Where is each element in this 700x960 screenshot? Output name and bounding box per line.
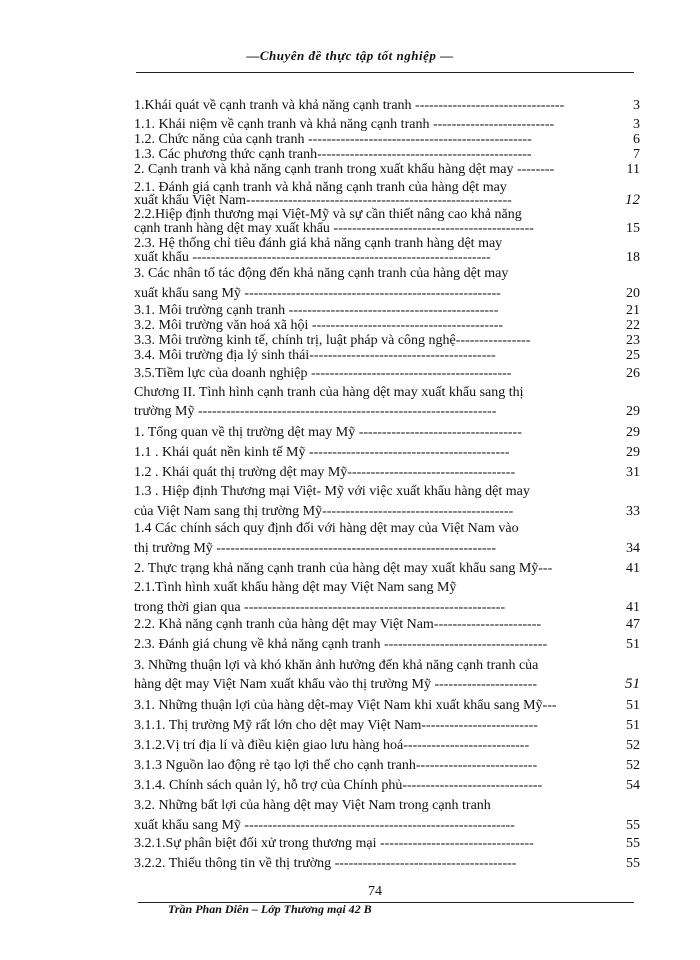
toc-entry-page: 52 bbox=[626, 738, 640, 753]
toc-entry-text: xuất khẩu ---------------------------------------------------------------- bbox=[134, 250, 491, 265]
toc-entry-page: 29 bbox=[626, 445, 640, 460]
toc-entry-page: 3 bbox=[633, 98, 640, 113]
toc-entry-page: 51 bbox=[626, 637, 640, 652]
toc-entry-text: 1.3. Các phương thức cạnh tranh---------------------------------------------- bbox=[134, 147, 532, 162]
header-divider bbox=[136, 72, 634, 73]
toc-entry-text: 3.1.1. Thị trường Mỹ rất lớn cho dệt may Việt Nam------------------------- bbox=[134, 718, 538, 733]
toc-entry-text: 3.1. Môi trường cạnh tranh --------------------------------------------- bbox=[134, 303, 499, 318]
toc-entry-page: 15 bbox=[626, 221, 640, 236]
toc-entry-text: Chương II. Tình hình cạnh tranh của hàng dệt may xuất khẩu sang thị bbox=[134, 385, 524, 400]
toc-entry-page: 29 bbox=[626, 404, 640, 419]
page-header-title: —Chuyên đề thực tập tốt nghiệp — bbox=[246, 48, 454, 63]
toc-entry-text: 3.2. Những bất lợi của hàng dệt may Việt Nam trong cạnh tranh bbox=[134, 798, 491, 813]
toc-entry-text: thị trường Mỹ ------------------------------------------------------------ bbox=[134, 541, 496, 556]
toc-entry-text: 2. Thực trạng khả năng cạnh tranh của hàng dệt may xuất khẩu sang Mỹ--- bbox=[134, 561, 553, 576]
toc-entry-text: 2.2.Hiệp định thương mại Việt-Mỹ và sự cần thiết nâng cao khả năng bbox=[134, 207, 522, 222]
toc-entry-page: 26 bbox=[626, 366, 640, 381]
toc-entry-text: 2.1. Đánh giá cạnh tranh và khả năng cạnh tranh của hàng dệt may bbox=[134, 180, 507, 195]
toc-entry-text: hàng dệt may Việt Nam xuất khẩu vào thị trường Mỹ ---------------------- bbox=[134, 677, 538, 692]
toc-entry-text: 1.1 . Khái quát nền kinh tế Mỹ ------------------------------------------- bbox=[134, 445, 510, 460]
toc-entry-text: 1.3 . Hiệp định Thương mại Việt- Mỹ với việc xuất khẩu hàng dệt may bbox=[134, 484, 530, 499]
toc-entry-text: 3.5.Tiềm lực của doanh nghiệp ------------------------------------------- bbox=[134, 366, 512, 381]
toc-entry-text: 1.2. Chức năng của cạnh tranh ------------------------------------------------ bbox=[134, 132, 532, 147]
toc-entry-text: 2. Cạnh tranh và khả năng cạnh tranh trong xuất khẩu hàng dệt may -------- bbox=[134, 162, 555, 177]
toc-entry-text: xuất khẩu sang Mỹ ------------------------------------------------------- bbox=[134, 286, 501, 301]
toc-entry-text: xuất khẩu Việt Nam--------------------------------------------------------- bbox=[134, 193, 512, 208]
toc-entry-text: trong thời gian qua -------------------------------------------------------- bbox=[134, 600, 506, 615]
toc-entry-page: 33 bbox=[626, 504, 640, 519]
toc-entry-page: 52 bbox=[626, 758, 640, 773]
toc-entry-page: 51 bbox=[625, 676, 640, 692]
toc-entry-text: 2.2. Khả năng cạnh tranh của hàng dệt may Việt Nam----------------------- bbox=[134, 617, 542, 632]
toc-entry-text: 3.2. Môi trường văn hoá xã hội ----------------------------------------- bbox=[134, 318, 504, 333]
toc-entry-text: 1.2 . Khái quát thị trường dệt may Mỹ------------------------------------ bbox=[134, 465, 516, 480]
toc-entry-text: 3.2.2. Thiếu thông tin về thị trường --------------------------------------- bbox=[134, 856, 517, 871]
toc-entry-page: 31 bbox=[626, 465, 640, 480]
toc-entry-text: xuất khẩu sang Mỹ ---------------------------------------------------------- bbox=[134, 818, 515, 833]
toc-entry-text: 3.1.3 Nguồn lao động rẻ tạo lợi thế cho cạnh tranh-------------------------- bbox=[134, 758, 538, 773]
toc-entry-page: 47 bbox=[626, 617, 640, 632]
toc-entry-page: 6 bbox=[633, 132, 640, 147]
toc-entry-text: trường Mỹ ---------------------------------------------------------------- bbox=[134, 404, 497, 419]
toc-entry-text: 1. Tổng quan về thị trường dệt may Mỹ ----------------------------------- bbox=[134, 425, 522, 440]
toc-entry-text: 3.1.4. Chính sách quản lý, hỗ trợ của Chính phủ------------------------------ bbox=[134, 778, 543, 793]
toc-entry-page: 21 bbox=[626, 303, 640, 318]
toc-entry-text: 3.1. Những thuận lợi của hàng dệt-may Việt Nam khi xuất khẩu sang Mỹ--- bbox=[134, 698, 557, 713]
footer-author: Trần Phan Diên – Lớp Thương mại 42 B bbox=[168, 902, 372, 916]
toc-entry-page: 51 bbox=[626, 718, 640, 733]
toc-entry-page: 41 bbox=[626, 561, 640, 576]
toc-entry-page: 29 bbox=[626, 425, 640, 440]
toc-entry-page: 55 bbox=[626, 856, 640, 871]
toc-entry-page: 34 bbox=[626, 541, 640, 556]
toc-entry-page: 22 bbox=[626, 318, 640, 333]
toc-entry-page: 12 bbox=[625, 192, 640, 208]
toc-entry-page: 20 bbox=[626, 286, 640, 301]
page-number: 74 bbox=[368, 884, 382, 899]
toc-entry-text: 3.1.2.Vị trí địa lí và điều kiện giao lưu hàng hoá--------------------------- bbox=[134, 738, 530, 753]
toc-entry-text: 3.2.1.Sự phân biệt đối xử trong thương mại --------------------------------- bbox=[134, 836, 534, 851]
toc-entry-text: cạnh tranh hàng dệt may xuất khẩu ------------------------------------------- bbox=[134, 221, 534, 236]
toc-entry-text: 2.3. Hệ thống chỉ tiêu đánh giá khả năng cạnh tranh hàng dệt may bbox=[134, 236, 503, 251]
toc-entry-page: 3 bbox=[633, 117, 640, 132]
toc-entry-page: 55 bbox=[626, 836, 640, 851]
toc-entry-page: 54 bbox=[626, 778, 640, 793]
toc-entry-text: 3. Các nhân tố tác động đến khả năng cạnh tranh của hàng dệt may bbox=[134, 266, 509, 281]
toc-entry-text: 2.3. Đánh giá chung về khả năng cạnh tranh ----------------------------------- bbox=[134, 637, 548, 652]
toc-entry-text: 3.3. Môi trường kinh tế, chính trị, luật pháp và công nghệ---------------- bbox=[134, 333, 531, 348]
toc-entry-page: 41 bbox=[626, 600, 640, 615]
toc-entry-text: 2.1.Tình hình xuất khẩu hàng dệt may Việt Nam sang Mỹ bbox=[134, 580, 457, 595]
toc-entry-page: 51 bbox=[626, 698, 640, 713]
toc-entry-page: 25 bbox=[626, 348, 640, 363]
toc-entry-text: 1.4 Các chính sách quy định đối với hàng dệt may của Việt Nam vào bbox=[134, 521, 519, 536]
toc-entry-page: 55 bbox=[626, 818, 640, 833]
toc-entry-page: 7 bbox=[633, 147, 640, 162]
toc-entry-page: 18 bbox=[626, 250, 640, 265]
toc-entry-text: 1.1. Khái niệm về cạnh tranh và khả năng cạnh tranh -------------------------- bbox=[134, 117, 555, 132]
toc-entry-text: 1.Khái quát về cạnh tranh và khả năng cạnh tranh -------------------------------- bbox=[134, 98, 565, 113]
toc-entry-text: 3. Những thuận lợi và khó khăn ảnh hưởng đến khả năng cạnh tranh của bbox=[134, 658, 539, 673]
toc-entry-text: của Việt Nam sang thị trường Mỹ----------------------------------------- bbox=[134, 504, 514, 519]
toc-entry-text: 3.4. Môi trường địa lý sinh thái---------------------------------------- bbox=[134, 348, 496, 363]
toc-entry-page: 23 bbox=[626, 333, 640, 348]
toc-entry-page: 11 bbox=[626, 162, 640, 177]
